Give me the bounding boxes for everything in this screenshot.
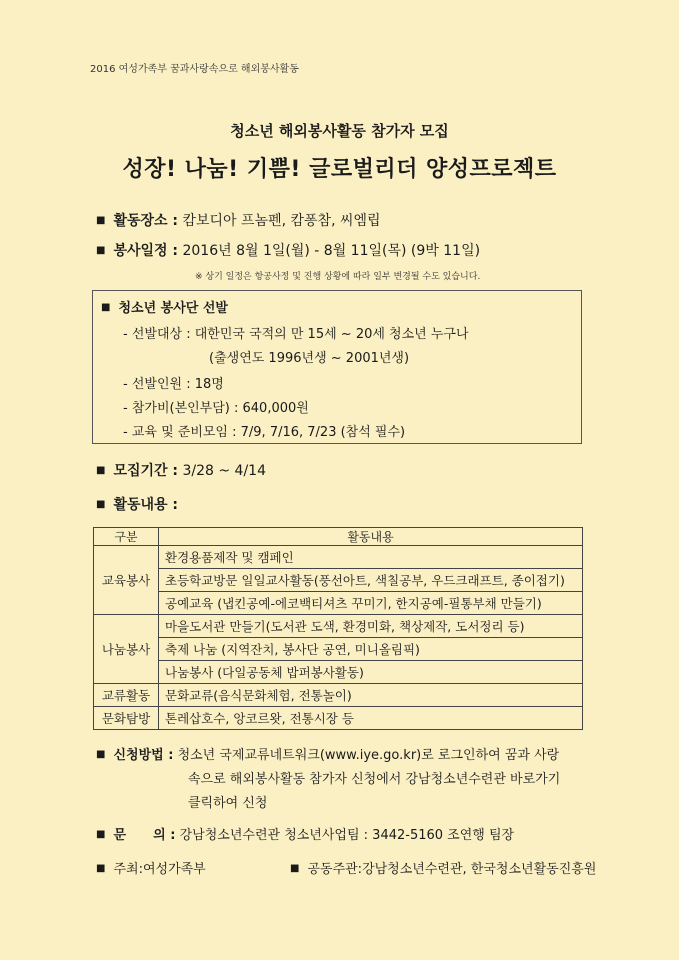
table-item-cell: 문화교류(음식문화체험, 전통놀이) [159,684,583,707]
selection-box-title: 청소년 봉사단 선발 [118,301,228,316]
activities-heading: 활동내용 : [113,497,179,513]
contact-value: 강남청소년수련관 청소년사업팀 : 3442-5160 조연행 팀장 [179,828,515,843]
table-item-cell: 나눔봉사 (다일공동체 밥퍼봉사활동) [159,661,583,684]
bullet-square-icon: ■ [290,863,300,874]
table-row [94,684,583,707]
location-value: 캄보디아 프놈펜, 캄퐁참, 씨엠립 [182,213,381,229]
application-line1: 청소년 국제교류네트워크(www.iye.go.kr)로 로그인하여 꿈과 사랑 [177,748,560,763]
table-row [94,707,583,730]
bullet-square-icon: ■ [96,245,106,256]
table-row [94,546,583,569]
page-subtitle: 성장! 나눔! 기쁨! 글로벌리더 양성프로젝트 [122,157,557,182]
table-header-row [94,528,583,546]
table-category-cell: 문화탐방 [94,707,159,730]
bullet-square-icon: ■ [96,749,106,760]
schedule-label: 봉사일정 : [113,243,179,259]
recruit-period-value: 3/28 ~ 4/14 [182,463,266,479]
header-note: 2016 여성가족부 꿈과사랑속으로 해외봉사활동 [90,64,299,75]
recruit-period-label: 모집기간 : [113,463,179,479]
table-item-cell: 환경용품제작 및 캠페인 [159,546,583,569]
selection-box [92,290,582,444]
contact-row [96,824,514,843]
table-row [94,638,583,661]
selection-box-title-row [101,297,228,316]
table-item-cell: 초등학교방문 일일교사활동(풍선아트, 색칠공부, 우드크래프트, 종이접기) [159,569,583,592]
application-label: 신청방법 : [113,748,174,763]
page-title: 청소년 해외봉사활동 참가자 모집 [230,122,449,140]
table-item-cell: 톤레삽호수, 앙코르왓, 전통시장 등 [159,707,583,730]
table-item-cell: 공예교육 (냅킨공예-에코백티셔츠 꾸미기, 한지공예-필통부채 만들기) [159,592,583,615]
application-row [96,744,559,763]
activities-table [93,527,583,730]
recruit-period-row [96,460,266,480]
schedule-row [96,240,480,260]
schedule-note: ※ 상기 일정은 항공사정 및 진행 상황에 따라 일부 변경될 수도 있습니다. [195,272,481,282]
schedule-value: 2016년 8월 1일(월) - 8월 11일(목) (9박 11일) [182,243,481,259]
selection-count: - 선발인원 : 18명 [123,377,224,392]
selection-training: - 교육 및 준비모임 : 7/9, 7/16, 7/23 (참석 필수) [123,425,406,440]
cohost: 공동주관:강남청소년수련관, 한국청소년활동진흥원 [307,862,597,877]
table-row [94,661,583,684]
cohost-row [290,858,596,877]
table-row [94,569,583,592]
location-row [96,210,381,230]
bullet-square-icon: ■ [96,465,106,476]
selection-target: - 선발대상 : 대한민국 국적의 만 15세 ~ 20세 청소년 누구나 [123,327,469,342]
host: 주최:여성가족부 [113,862,206,877]
bullet-square-icon: ■ [101,302,111,313]
table-row [94,615,583,638]
table-item-cell: 축제 나눔 (지역잔치, 봉사단 공연, 미니올림픽) [159,638,583,661]
bullet-square-icon: ■ [96,499,106,510]
contact-label: 문 의 : [113,828,176,843]
host-row [96,858,206,877]
table-header-content: 활동내용 [159,528,583,546]
bullet-square-icon: ■ [96,215,106,226]
selection-target-note: (출생연도 1996년생 ~ 2001년생) [209,351,410,366]
location-label: 활동장소 : [113,213,179,229]
table-category-cell: 교육봉사 [94,546,159,615]
table-row [94,592,583,615]
table-category-cell: 교류활동 [94,684,159,707]
table-header-category: 구분 [94,528,159,546]
bullet-square-icon: ■ [96,829,106,840]
table-item-cell: 마을도서관 만들기(도서관 도색, 환경미화, 책상제작, 도서정리 등) [159,615,583,638]
selection-fee: - 참가비(본인부담) : 640,000원 [123,401,309,416]
activities-heading-row [96,494,178,514]
table-category-cell: 나눔봉사 [94,615,159,684]
application-line3: 클릭하여 신청 [188,796,268,811]
application-line2: 속으로 해외봉사활동 참가자 신청에서 강남청소년수련관 바로가기 [188,772,561,787]
bullet-square-icon: ■ [96,863,106,874]
